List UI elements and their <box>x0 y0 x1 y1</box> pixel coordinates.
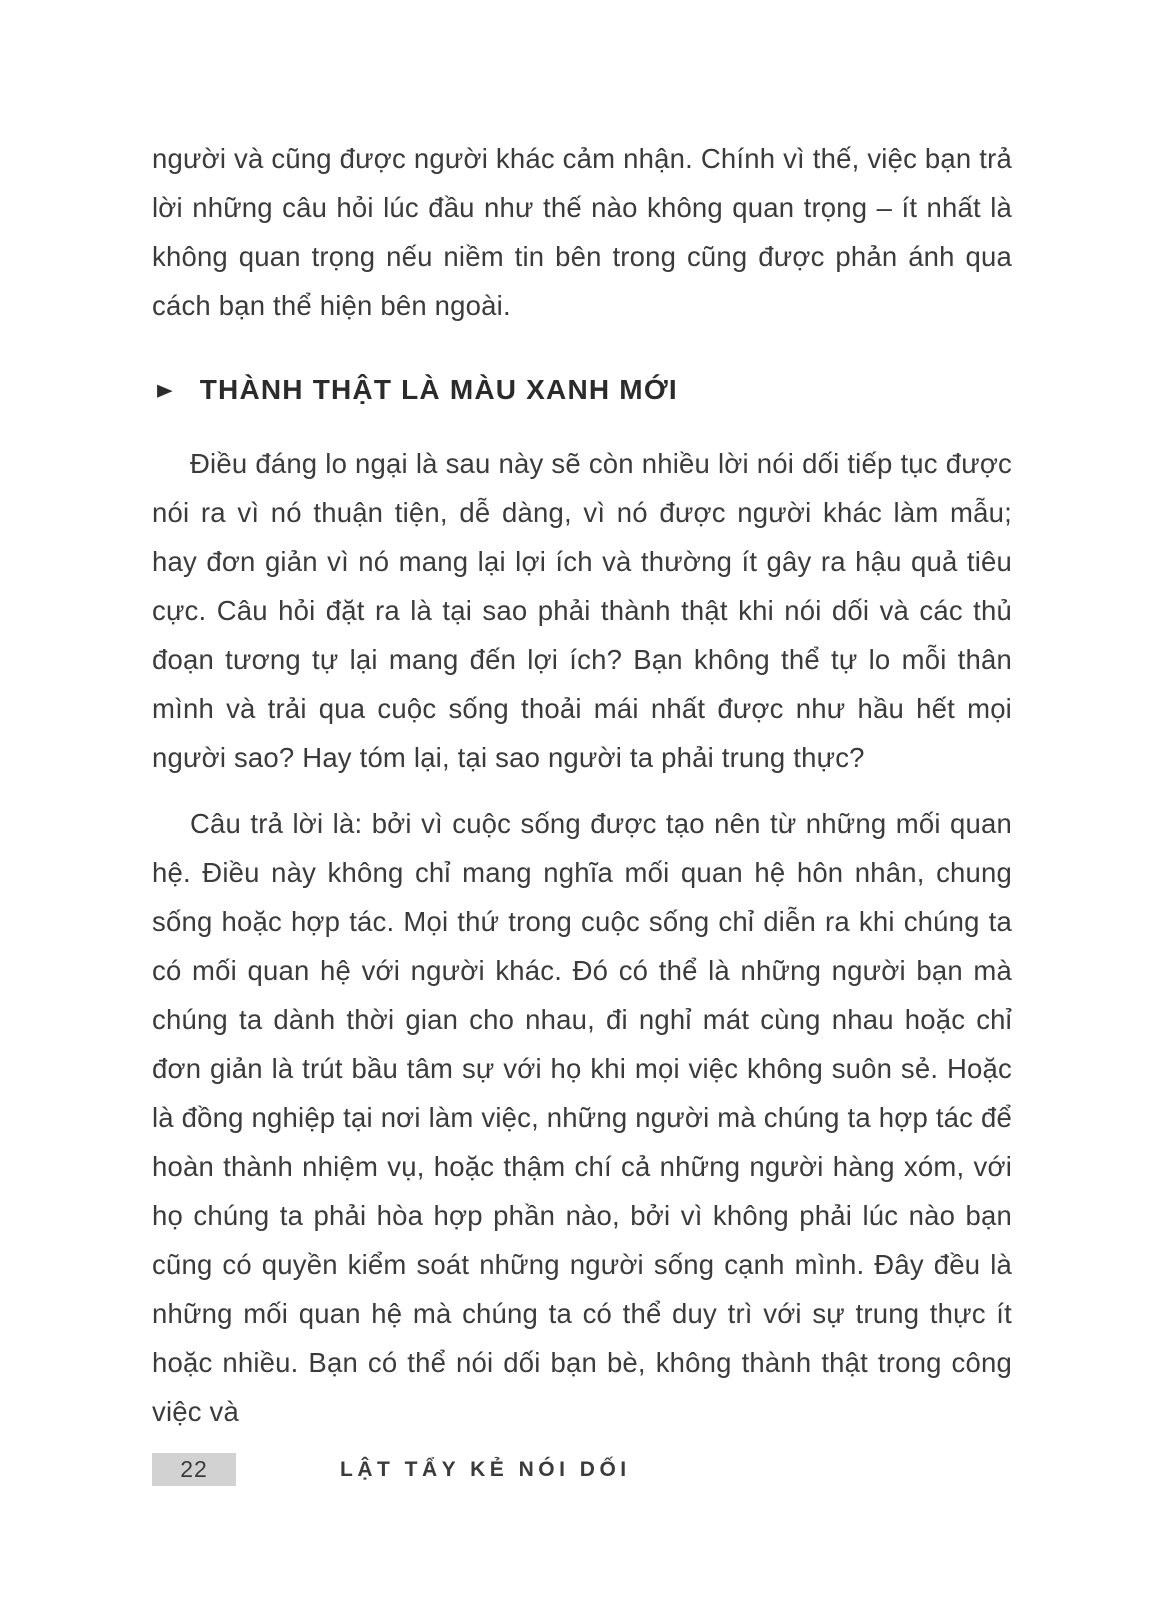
paragraph-continuation: người và cũng được người khác cảm nhận. Chính vì thế, việc bạn trả lời những câu hỏi lúc đầu như thế nào không quan trọng – ít nhất là không quan trọng nếu niềm tin bên trong cũng được phản ánh qua cách bạn thể hiện bên ngoài. <box>152 143 1012 321</box>
page-footer <box>152 1453 1012 1486</box>
paragraph-why-honest: Điều đáng lo ngại là sau này sẽ còn nhiều lời nói dối tiếp tục được nói ra vì nó thuận tiện, dễ dàng, vì nó được người khác làm mẫu; hay đơn giản vì nó mang lại lợi ích và thường ít gây ra hậu quả tiêu cực. Câu hỏi đặt ra là tại sao phải thành thật khi nói dối và các thủ đoạn tương tự lại mang đến lợi ích? Bạn không thể tự lo mỗi thân mình và trải qua cuộc sống thoải mái nhất được như hầu hết mọi người sao? Hay tóm lại, tại sao người ta phải trung thực? <box>152 448 1012 773</box>
page-number: 22 <box>152 1453 236 1486</box>
section-heading <box>152 374 1012 406</box>
arrow-right-icon: ► <box>152 377 178 403</box>
page-content <box>152 134 1012 1436</box>
paragraph-relationships: Câu trả lời là: bởi vì cuộc sống được tạo nên từ những mối quan hệ. Điều này không chỉ mang nghĩa mối quan hệ hôn nhân, chung sống hoặc hợp tác. Mọi thứ trong cuộc sống chỉ diễn ra khi chúng ta có mối quan hệ với người khác. Đó có thể là những người bạn mà chúng ta dành thời gian cho nhau, đi nghỉ mát cùng nhau hoặc chỉ đơn giản là trút bầu tâm sự với họ khi mọi việc không suôn sẻ. Hoặc là đồng nghiệp tại nơi làm việc, những người mà chúng ta hợp tác để hoàn thành nhiệm vụ, hoặc thậm chí cả những người hàng xóm, với họ chúng ta phải hòa hợp phần nào, bởi vì không phải lúc nào bạn cũng có quyền kiểm soát những người sống cạnh mình. Đây đều là những mối quan hệ mà chúng ta có thể duy trì với sự trung thực ít hoặc nhiều. Bạn có thể nói dối bạn bè, không thành thật trong công việc và <box>152 808 1012 1427</box>
book-title: LẬT TẨY KẺ NÓI DỐI <box>340 1457 631 1481</box>
section-heading-label: THÀNH THẬT LÀ MÀU XANH MỚI <box>199 374 678 405</box>
